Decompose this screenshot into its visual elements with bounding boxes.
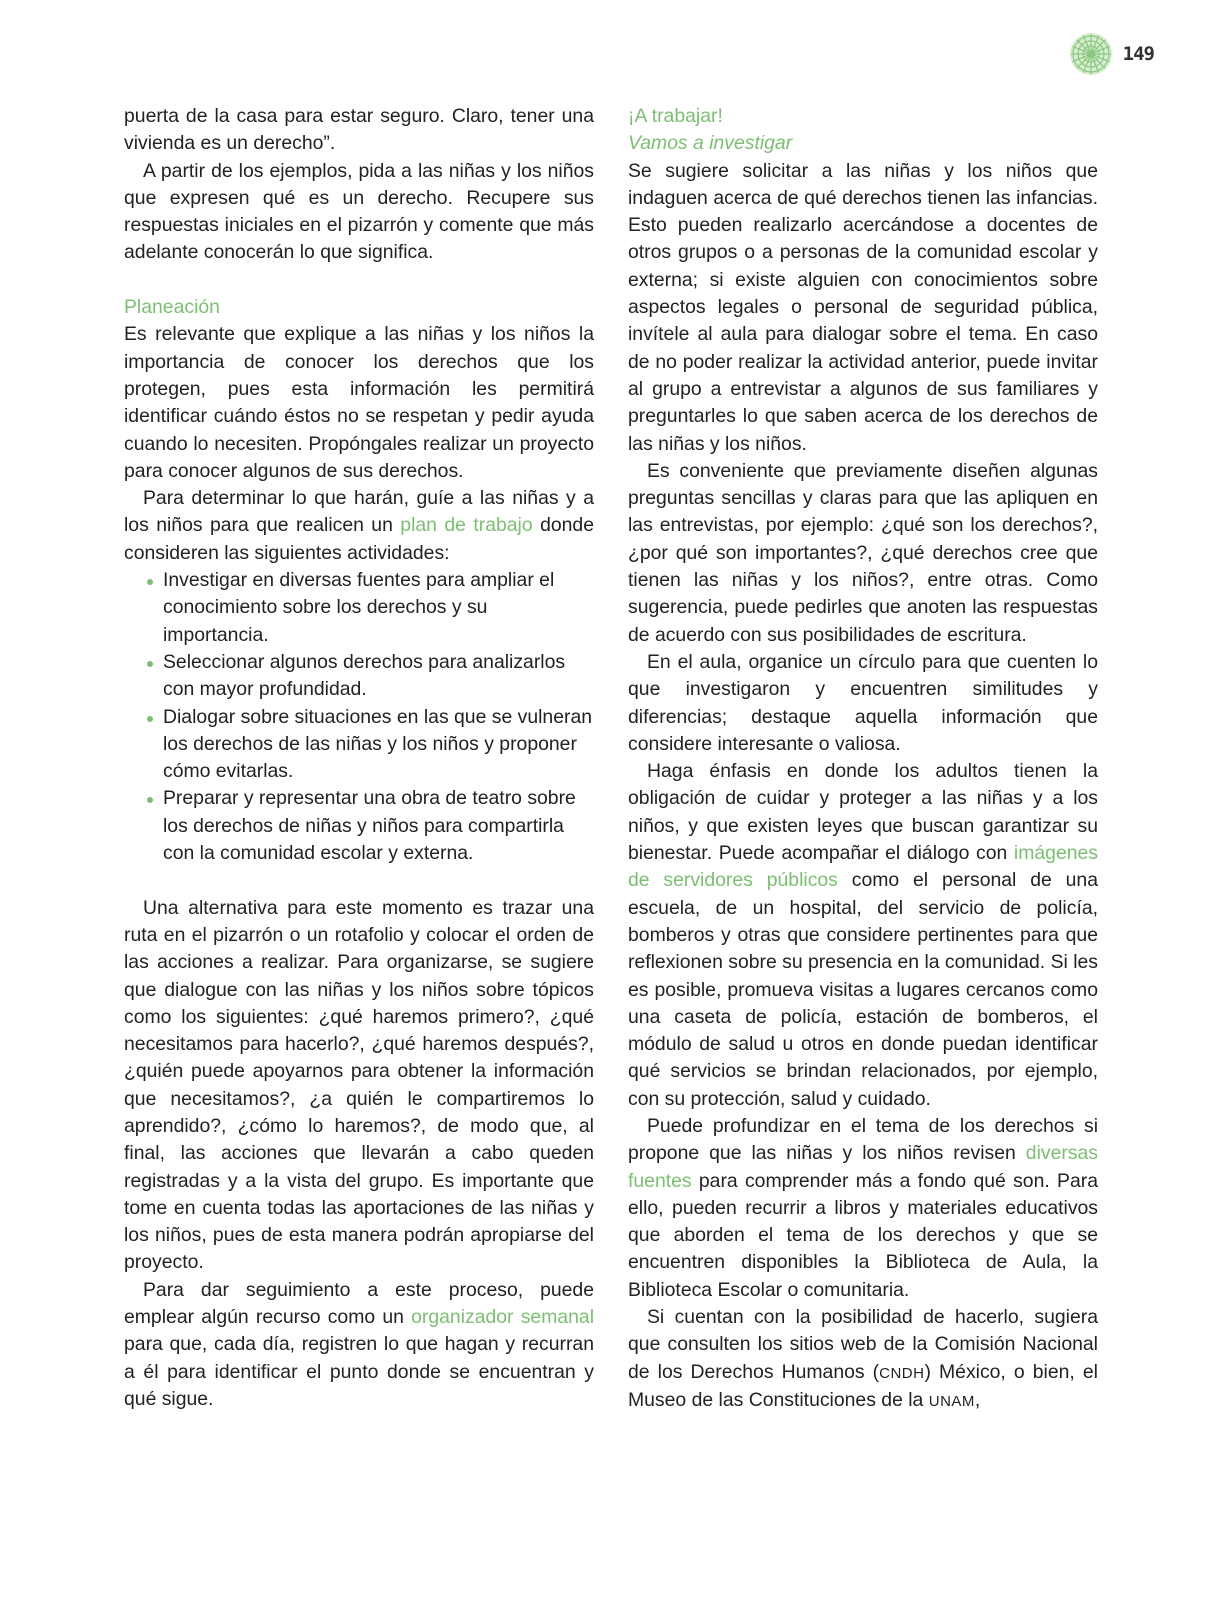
paragraph: puerta de la casa para estar seguro. Claro, tener una vivienda es un derecho”. xyxy=(124,105,594,155)
text: , xyxy=(974,1388,981,1411)
list-item: Investigar en diversas fuentes para ampliar el conocimiento sobre los derechos y su importancia. xyxy=(144,567,594,649)
plan-de-trabajo-link[interactable]: plan de trabajo xyxy=(400,514,533,537)
list-item: Dialogar sobre situaciones en las que se vulneran los derechos de las niñas y los niños y proponer cómo evitarlas. xyxy=(144,704,594,786)
text: Haga énfasis en donde los adultos tienen la obligación de cuidar y proteger a las niñas y a los niños, y que existen leyes que buscan garantizar su bienestar. Puede acompañar el diálogo con xyxy=(628,760,1098,865)
text: donde consideren las siguientes actividades: xyxy=(124,514,594,564)
paragraph xyxy=(628,1113,1098,1304)
paragraph: Es conveniente que previamente diseñen algunas preguntas sencillas y claras para que las apliquen en las entrevistas, por ejemplo: ¿qué son los derechos?, ¿por qué son importantes?, ¿qué derechos cree que tienen las niñas y los niños?, entre otras. Como sugerencia, puede pedirles que anoten las respuestas de acuerdo con sus posibilidades de escritura. xyxy=(628,459,1098,646)
organizador-semanal-link[interactable]: organizador semanal xyxy=(411,1306,595,1329)
section-heading-a-trabajar: ¡A trabajar! xyxy=(628,105,723,127)
text: ) México, o bien, el Museo de las Constituciones de la xyxy=(628,1360,1098,1411)
text: Para dar seguimiento a este proceso, puede emplear algún recurso como un xyxy=(124,1278,594,1329)
right-column xyxy=(628,103,1098,1415)
list-item: Preparar y representar una obra de teatro sobre los derechos de niñas y niños para compartirla con la comunidad escolar y externa. xyxy=(144,785,594,867)
paragraph xyxy=(124,485,594,567)
diversas-fuentes-link[interactable]: diversas fuentes xyxy=(628,1142,1098,1192)
section-heading-planeacion: Planeación xyxy=(124,296,220,319)
acronym-unam: UNAM xyxy=(928,1392,975,1410)
imagenes-servidores-publicos-link[interactable]: imágenes de servidores públicos xyxy=(628,842,1098,892)
list-item: Seleccionar algunos derechos para analizarlos con mayor profundidad. xyxy=(144,649,594,704)
text: para que, cada día, registren lo que hagan y recurran a él para identificar el punto donde se encuentran y qué sigue. xyxy=(124,1333,594,1410)
text: Si cuentan con la posibilidad de hacerlo, sugiera que consulten los sitios web de la Comisión Nacional de los Derechos Humanos ( xyxy=(628,1306,1098,1383)
paragraph: Una alternativa para este momento es trazar una ruta en el pizarrón o un rotafolio y colocar el orden de las acciones a realizar. Para organizarse, se sugiere que dialogue con las niñas y los niños sobre tópicos como los siguientes: ¿qué haremos primero?, ¿qué necesitamos para hacerlo?, ¿qué haremos después?, ¿quién puede apoyarnos para obtener la información que necesitamos?, ¿a quién le compartiremos lo aprendido?, ¿cómo lo haremos?, de modo que, al final, las acciones que llevarán a cabo queden registradas y a la vista del grupo. Es importante que tome en cuenta todas las aportaciones de las niñas y los niños, pues de esta manera podrán apropiarse del proyecto. xyxy=(124,896,594,1274)
subheading-vamos-a-investigar: Vamos a investigar xyxy=(628,132,793,155)
page-number: 149 xyxy=(1122,43,1154,65)
text: Para determinar lo que harán, guíe a las niñas y a los niños para que realicen un xyxy=(124,487,594,537)
text: como el personal de una escuela, de un hospital, del servicio de policía, bomberos y otras que considere pertinentes para que reflexionen sobre su presencia en la comunidad. Si les es posible, promueva visitas a lugares cercanos como una caseta de policía, estación de bomberos, el módulo de salud u otros en donde puedan identificar qué servicios se brindan relacionados, por ejemplo, con su protección, salud y cuidado. xyxy=(628,869,1099,1110)
text: para comprender más a fondo qué son. Para ello, pueden recurrir a libros y materiales educativos que aborden el tema de los derechos y que se encuentren disponibles la Biblioteca de Aula, la Biblioteca Escolar o comunitaria. xyxy=(628,1169,1098,1301)
activities-list xyxy=(124,567,594,867)
paragraph: En el aula, organice un círculo para que cuenten lo que investigaron y encuentren similitudes y diferencias; destaque aquella información que considere interesante o valiosa. xyxy=(628,650,1098,755)
paragraph xyxy=(124,1277,594,1413)
rosette-icon xyxy=(1069,32,1113,76)
left-column xyxy=(124,103,594,1413)
page-header xyxy=(1069,32,1154,76)
paragraph: Es relevante que explique a las niñas y los niños la importancia de conocer los derechos que los protegen, pues esta información les permitirá identificar cuándo éstos no se respetan y pedir ayuda cuando lo necesiten. Propóngales realizar un proyecto para conocer algunos de sus derechos. xyxy=(124,323,594,482)
paragraph: Se sugiere solicitar a las niñas y los niños que indaguen acerca de qué derechos tienen las infancias. Esto pueden realizarlo acercándose a docentes de otros grupos o a personas de la comunidad escolar y externa; si existe alguien con conocimientos sobre aspectos legales o personal de seguridad pública, invítele al aula para dialogar sobre el tema. En caso de no poder realizar la actividad anterior, puede invitar al grupo a entrevistar a algunos de sus familiares y preguntarles lo que saben acerca de los derechos de las niñas y los niños. xyxy=(628,159,1098,455)
text: Puede profundizar en el tema de los derechos si propone que las niñas y los niños revisen xyxy=(628,1114,1098,1165)
paragraph xyxy=(628,758,1098,1113)
paragraph xyxy=(628,1304,1098,1415)
paragraph: A partir de los ejemplos, pida a las niñas y los niños que expresen qué es un derecho. Recupere sus respuestas iniciales en el pizarrón y comente que más adelante conocerán lo que significa. xyxy=(124,159,594,264)
acronym-cndh: CNDH xyxy=(879,1364,925,1382)
